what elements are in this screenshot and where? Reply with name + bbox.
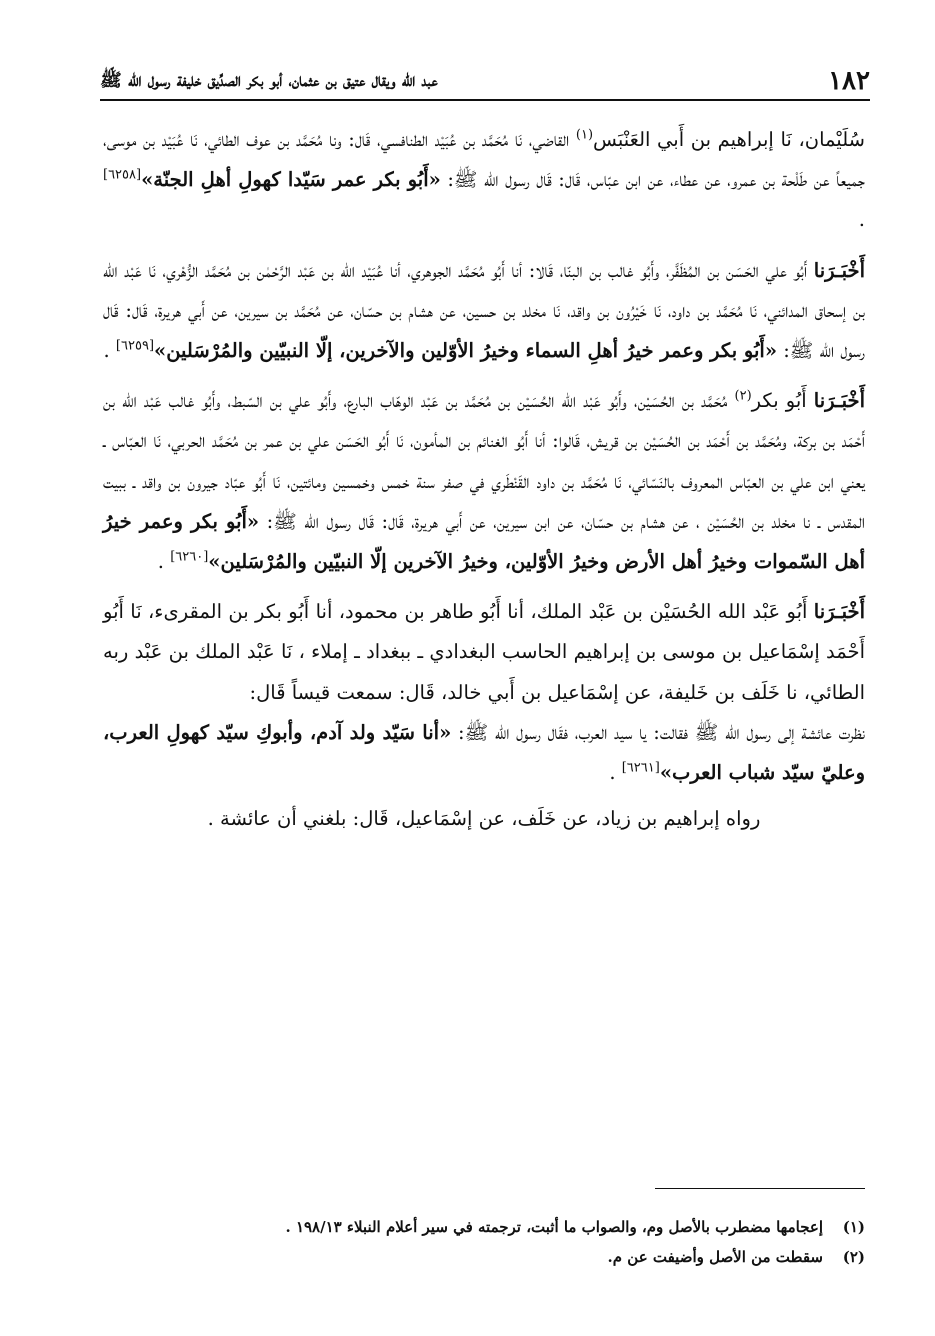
paragraph-text: أَبُو علي الحَسَن بن المُظَفَّر، وأَبُو غالب بن البنّا، قَالا: أنا أَبُو مُحَمَّد الجوهري، أنا عُبَيْد الله بن عَبْد الرَّحْمٰن بن مُحَمَّد الزُّهْري، نَا عَبْد الله بن إسحاق المدائني، نَا مُحَمَّد بن داود، نَا خَيْرُون بن واقد، نَا مخلد بن حسين، عن هشام بن حسّان، عن مُحَمَّد بن سيرين، عن أَبي هريرة، قَال: قَال رسول الله ﷺ: — [103, 258, 865, 363]
isnad-lead-word: أَخْبَـرَنا — [813, 600, 865, 624]
header-rule — [100, 99, 870, 101]
paragraph-end: . — [858, 208, 865, 232]
closing-line: رواه إبراهيم بن زياد، عن خَلَف، عن إسْمَاعيل، قَال: بلغني أن عائشة . — [207, 807, 761, 831]
footnote-separator — [655, 1188, 865, 1189]
isnad-lead-word: أَخْبَـرَنا — [813, 258, 865, 282]
footnote-number: (١) — [842, 1218, 865, 1236]
paragraph-2 — [103, 251, 865, 372]
isnad-lead-word: أَخْبَـرَنا — [813, 389, 865, 413]
footnote-text: إعجامها مضطرب بالأصل وم، والصواب ما أثبت، ترجمته في سير أعلام النبلاء ١٩٨/١٣ . — [285, 1218, 823, 1236]
hadith-quote: «أَبُو بكر وعمر خيرُ أهل السّموات وخيرُ أهل الأرض وخيرُ الأوّلين، وخيرُ الآخرين إلّا النبيّين والمُرْسَلين» — [103, 509, 865, 574]
footnote-reference: (٢) — [734, 388, 752, 404]
hadith-number: [٦٢٦٠] — [170, 549, 209, 565]
page-header — [100, 62, 870, 96]
hadith-quote: «أَبُو بكر عمر سَيّدا كهولِ أهلِ الجنّة» — [141, 168, 441, 192]
paragraph-text-continued: مُحَمَّد بن الحُسَيْن، وأَبُو عَبْد الله الحُسَيْن بن مُحَمَّد بن عَبْد الوهّاب البارع، وأَبُو علي بن السّبط، وأَبُو غالب عَبْد الله بن أَحْمَد بن بركة، ومُحَمَّد بن أَحْمَد بن الحُسَيْن بن قريش، قَالوا: أنا أَبُو الغنائم بن المأمون، نَا أَبُو الحَسَن علي بن عمر بن مُحَمَّد الحربي، نَا العبّاس ـ يعني ابن علي بن العبّاس المعروف بالنَسّائي، نَا مُحَمَّد بن داود القَنْطَري في صفر سنة خمس وخمسين ومائتين، نَا أَبُو عبّاد جيرون بن واقد ـ ببيت المقدس ـ نا مخلد بن الحُسَيْن ، عن هشام بن حسّان، عن ابن سيرين، عن أَبي هريرة، قَال: قَال رسول الله ﷺ: — [103, 389, 865, 533]
hadith-quote: «أَبُو بكر وعمر خيرُ أهلِ السماء وخيرُ الأوّلين والآخرين، إلّا النبيّين والمُرْسَلين» — [154, 339, 778, 363]
footnote-number: (٢) — [842, 1248, 865, 1266]
hadith-quote: «أنا سَيّد ولد آدم، وأبوكِ سيّد كهولِ العرب، وعليّ سيّد شباب العرب» — [103, 720, 865, 785]
footnotes — [103, 1212, 865, 1272]
paragraph-end: . — [103, 339, 116, 363]
running-title: عبد الله ويقال عتيق بن عثمان، أبو بكر الصدِّيق خليفة رسول الله ﷺ — [100, 70, 438, 91]
hadith-number: [٦٢٦١] — [621, 760, 660, 776]
page-number: ١٨٢ — [828, 66, 870, 96]
paragraph-4 — [103, 592, 865, 713]
paragraph-text: أَبُو بكر — [751, 389, 814, 413]
paragraph-end: . — [609, 761, 622, 785]
main-text — [103, 120, 865, 839]
paragraph-end: . — [157, 550, 171, 574]
footnote-reference: (١) — [575, 127, 594, 143]
paragraph-1 — [103, 120, 865, 241]
paragraph-text-continued: القاضي، نَا مُحَمَّد بن عُبَيْد الطنافسي، قَال: ونا مُحَمَّد بن عوف الطائي، نَا عُبَيْد بن موسى، جميعاً عن طَلْحة بن عمرو، عن عطاء، عن ابن عبّاس، قَال: قَال رسول الله ﷺ: — [103, 128, 865, 192]
paragraph-5 — [103, 713, 865, 793]
footnote-text: سقطت من الأصل وأضيفت عن م. — [607, 1248, 823, 1266]
paragraph-text: سُلَيْمان، نَا إبراهيم بن أَبي العَنْبَس — [593, 128, 865, 151]
paragraph-3 — [103, 381, 865, 582]
hadith-number: [٦٢٥٩] — [115, 338, 155, 354]
hadith-number: [٦٢٥٨] — [103, 167, 142, 183]
footnote-1 — [103, 1212, 865, 1242]
paragraph-text: أَبُو عَبْد الله الحُسَيْن بن عَبْد الملك، أنا أَبُو طاهر بن محمود، أنا أَبُو بكر بن المقرىء، نَا أَبُو أَحْمَد إسْمَاعيل بن موسى بن إبراهيم الحاسب البغدادي ـ ببغداد ـ إملاء ، نَا عَبْد الملك بن عَبْد ربه الطائي، نا خَلَف بن خَليفة، عن إسْمَاعيل بن أَبي خالد، قَال: سمعت قيساً قَال: — [103, 600, 865, 704]
footnote-2 — [103, 1242, 865, 1272]
paragraph-text: نظرت عائشة إلى رسول الله ﷺ فقالت: يا سيد العرب، فقَال رسول الله ﷺ: — [451, 720, 865, 744]
